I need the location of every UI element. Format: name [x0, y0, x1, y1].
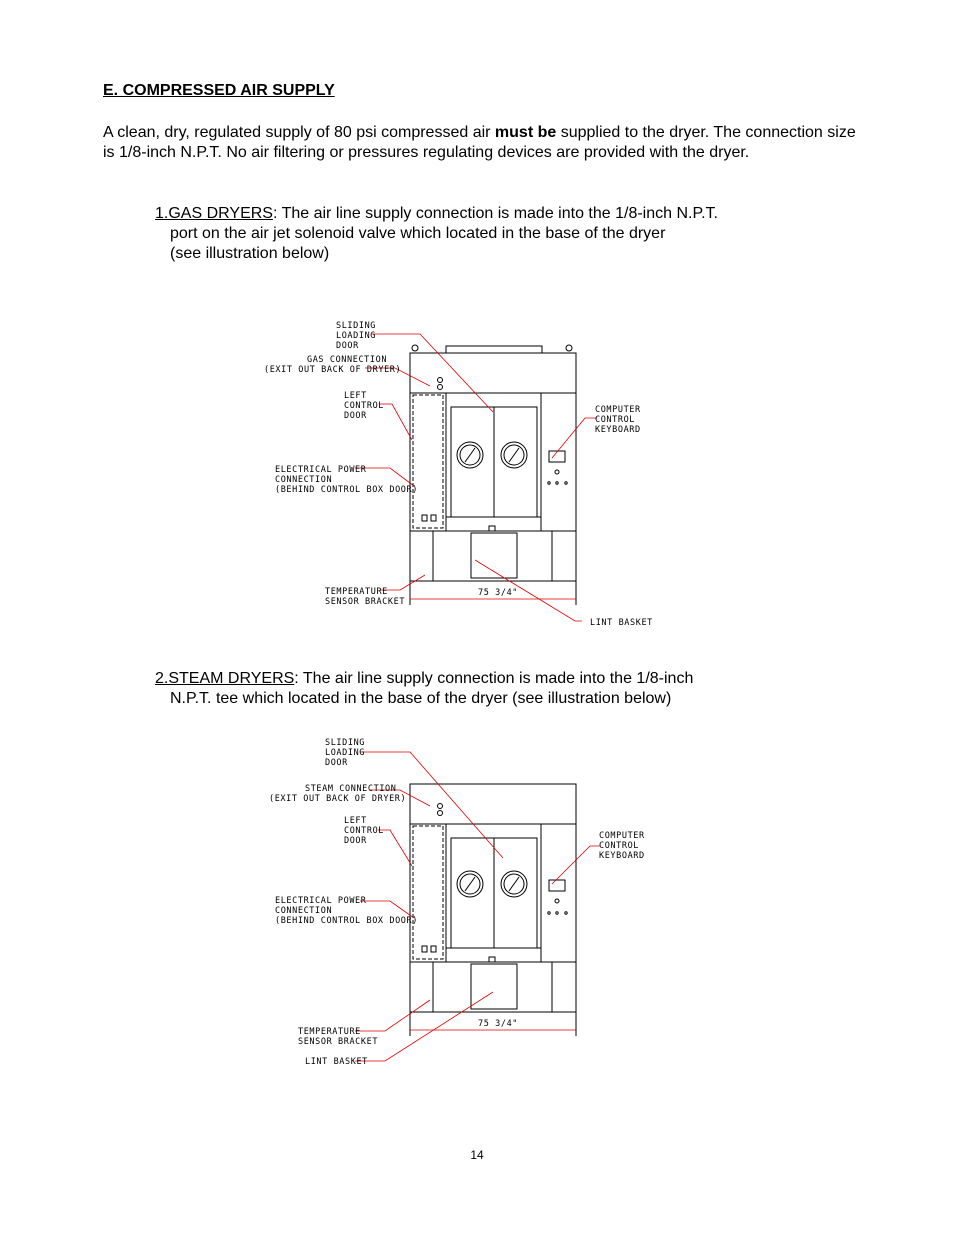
- intro-text-start: A clean, dry, regulated supply of 80 psi compressed air: [103, 124, 495, 141]
- steam-label-sliding-2: LOADING: [325, 748, 366, 758]
- steam-label-connection-2: (EXIT OUT BACK OF DRYER): [269, 794, 407, 804]
- gas-label-connection-2: (EXIT OUT BACK OF DRYER): [264, 365, 402, 375]
- section-heading: E. COMPRESSED AIR SUPPLY: [103, 82, 335, 99]
- steam-label-left-door-2: CONTROL: [344, 826, 385, 836]
- steam-label-electrical-1: ELECTRICAL POWER: [275, 896, 367, 906]
- gas-label-sliding-2: LOADING: [336, 331, 377, 341]
- gas-line-2: port on the air jet solenoid valve which located in the base of the dryer: [170, 225, 666, 242]
- steam-label-electrical-3: (BEHIND CONTROL BOX DOOR): [275, 916, 418, 926]
- gas-line-3: (see illustration below): [170, 245, 330, 262]
- gas-label-electrical-2: CONNECTION: [275, 475, 333, 485]
- gas-label-electrical-3: (BEHIND CONTROL BOX DOOR): [275, 485, 418, 495]
- steam-label-lint: LINT BASKET: [305, 1057, 368, 1067]
- steam-label-computer-3: KEYBOARD: [599, 851, 645, 861]
- gas-label-computer-3: KEYBOARD: [595, 425, 641, 435]
- gas-label-electrical-1: ELECTRICAL POWER: [275, 465, 367, 475]
- gas-label-sliding-3: DOOR: [336, 341, 359, 351]
- steam-line-1: : The air line supply connection is made into the 1/8-inch: [294, 670, 694, 687]
- gas-label-left-door-3: DOOR: [344, 411, 367, 421]
- steam-label-computer-2: CONTROL: [599, 841, 640, 851]
- steam-label-sliding-3: DOOR: [325, 758, 348, 768]
- steam-label-temperature-2: SENSOR BRACKET: [298, 1037, 379, 1047]
- intro-bold-text: must be: [494, 124, 557, 141]
- gas-label-temperature-2: SENSOR BRACKET: [325, 597, 406, 607]
- steam-label-sliding-1: SLIDING: [325, 738, 366, 748]
- gas-label-connection-1: GAS CONNECTION: [307, 355, 388, 365]
- steam-label-left-door-1: LEFT: [344, 816, 367, 826]
- steam-label-dimension: 75 3/4": [478, 1019, 519, 1029]
- gas-label-lint: LINT BASKET: [590, 618, 653, 628]
- steam-label-computer-1: COMPUTER: [599, 831, 645, 841]
- steam-label-temperature-1: TEMPERATURE: [298, 1027, 361, 1037]
- gas-line-1: : The air line supply connection is made into the 1/8-inch N.P.T.: [272, 205, 718, 222]
- gas-label-computer-1: COMPUTER: [595, 405, 641, 415]
- gas-label-left-door-2: CONTROL: [344, 401, 385, 411]
- intro-text-end: supplied to the dryer. The connection size is 1/8-inch N.P.T. No air filtering or pressures regulating devices are provided with the dryer.: [103, 124, 856, 161]
- gas-label-dimension: 75 3/4": [478, 588, 519, 598]
- steam-dryers-title: 2.STEAM DRYERS: [155, 670, 295, 687]
- gas-label-sliding-1: SLIDING: [336, 321, 377, 331]
- gas-label-temperature-1: TEMPERATURE: [325, 587, 388, 597]
- steam-label-left-door-3: DOOR: [344, 836, 367, 846]
- gas-label-left-door-1: LEFT: [344, 391, 367, 401]
- steam-label-connection-1: STEAM CONNECTION: [305, 784, 397, 794]
- gas-label-computer-2: CONTROL: [595, 415, 636, 425]
- steam-line-2: N.P.T. tee which located in the base of the dryer (see illustration below): [170, 690, 672, 707]
- gas-dryers-title: 1.GAS DRYERS: [155, 205, 273, 222]
- steam-label-electrical-2: CONNECTION: [275, 906, 333, 916]
- page-number: 14: [470, 1148, 484, 1162]
- steam-callout-labels: [269, 738, 645, 1067]
